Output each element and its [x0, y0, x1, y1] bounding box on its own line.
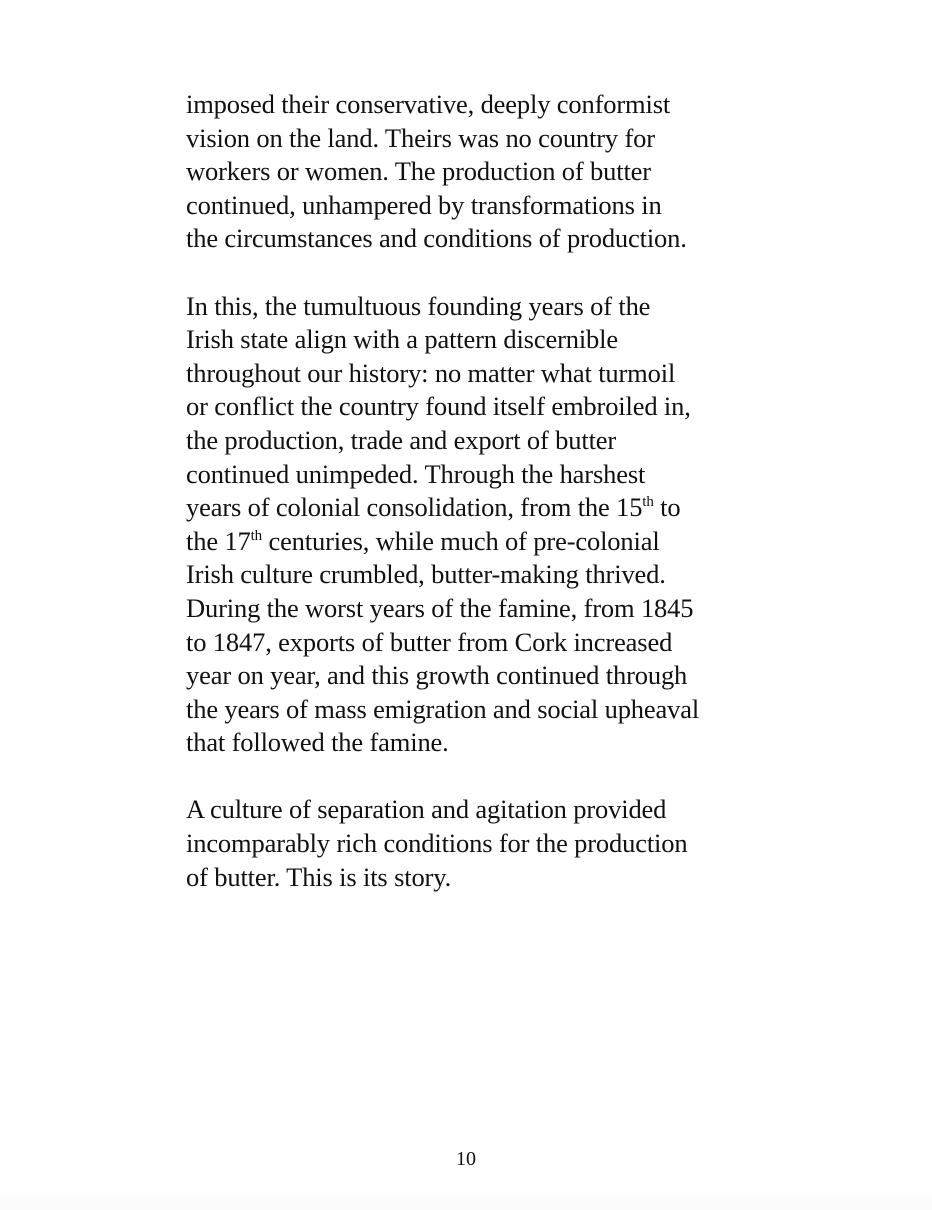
text-line: continued, unhampered by transformations in	[186, 189, 662, 220]
text-line: or conflict the country found itself embroiled in,	[186, 391, 691, 422]
page-number: 10	[456, 1148, 476, 1170]
ordinal-superscript: th	[250, 527, 262, 544]
text-line: A culture of separation and agitation provided	[186, 794, 667, 825]
text-line: the years of mass emigration and social upheaval	[186, 693, 700, 724]
paragraph-1	[186, 88, 766, 256]
ordinal-superscript: th	[642, 494, 654, 511]
text-line: workers or women. The production of butter	[186, 156, 651, 187]
text-line: throughout our history: no matter what turmoil	[186, 357, 676, 388]
text-line: the production, trade and export of butter	[186, 424, 617, 455]
text-line	[186, 525, 766, 559]
text-segment: centuries, while much of pre-colonial	[261, 525, 660, 556]
text-line: that followed the famine.	[186, 727, 449, 758]
text-line	[186, 491, 766, 525]
text-line: year on year, and this growth continued through	[186, 660, 688, 691]
text-segment: to	[653, 492, 681, 523]
text-line: vision on the land. Theirs was no country for	[186, 122, 655, 153]
paragraph-2	[186, 290, 766, 760]
text-segment: the 17	[186, 525, 251, 556]
text-line: to 1847, exports of butter from Cork increased	[186, 626, 673, 657]
body-text	[186, 88, 766, 928]
text-line: During the worst years of the famine, from 1845	[186, 592, 694, 623]
page-bottom-edge	[0, 1195, 932, 1210]
text-line: Irish state align with a pattern discernible	[186, 324, 618, 355]
text-line: In this, the tumultuous founding years of the	[186, 290, 651, 321]
text-segment: years of colonial consolidation, from the 15	[186, 492, 643, 523]
text-line: continued unimpeded. Through the harshest	[186, 458, 646, 489]
text-line: of butter. This is its story.	[186, 861, 452, 892]
text-line: Irish culture crumbled, butter-making thrived.	[186, 559, 666, 590]
paragraph-3	[186, 793, 766, 894]
text-line: incomparably rich conditions for the production	[186, 828, 688, 859]
text-line: imposed their conservative, deeply conformist	[186, 89, 671, 119]
text-line: the circumstances and conditions of production.	[186, 223, 687, 254]
